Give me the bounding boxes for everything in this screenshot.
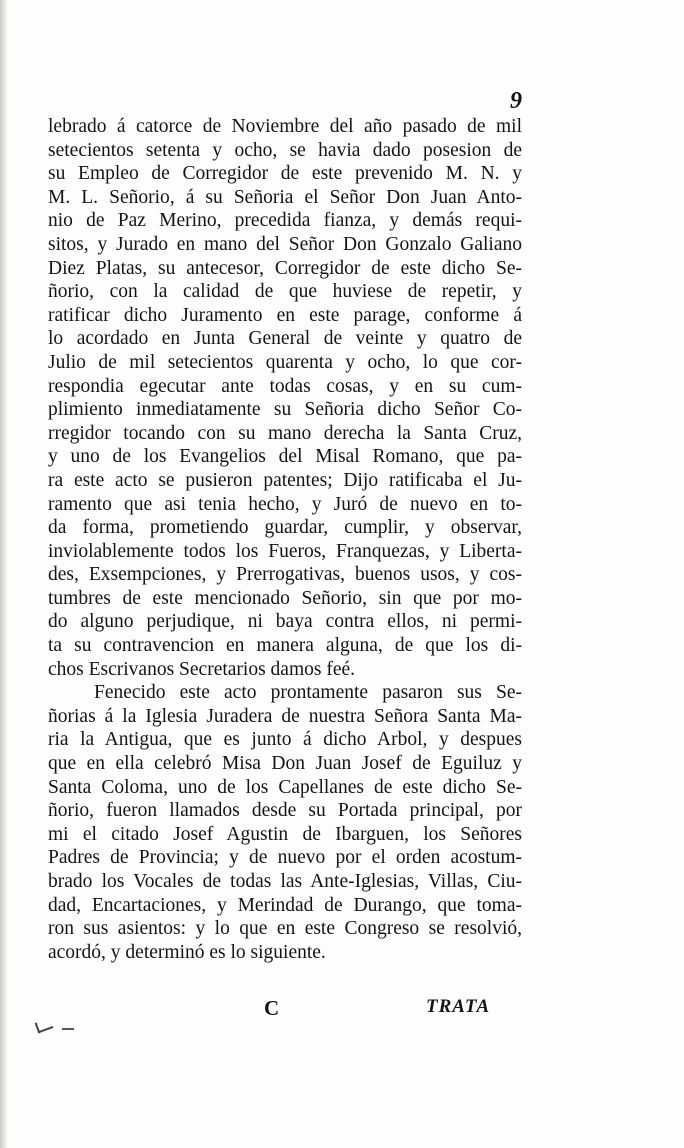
paragraph-1 — [48, 115, 522, 681]
printer-dash — [62, 1028, 74, 1030]
text-line: inviolablemente todos los Fueros, Franquezas, y Liberta- — [48, 540, 522, 562]
text-line: y uno de los Evangelios del Misal Romano, que pa- — [48, 446, 522, 468]
text-line: nio de Paz Merino, precedida fianza, y demás requi- — [48, 210, 522, 232]
text-line: que en ella celebró Misa Don Juan Josef de Eguiluz y — [48, 753, 522, 775]
text-line: da forma, prometiendo guardar, cumplir, y observar, — [48, 517, 522, 539]
text-line: ramento que asi tenia hecho, y Juró de nuevo en to- — [48, 493, 522, 515]
text-line: dad, Encartaciones, y Merindad de Durango, que toma- — [48, 894, 522, 916]
text-line: ratificar dicho Juramento en este parage, conforme á — [48, 304, 522, 326]
signature-mark: C — [264, 996, 280, 1020]
text-line: respondia egecutar ante todas cosas, y en su cum- — [48, 375, 522, 397]
text-line: plimiento inmediatamente su Señoria dicho Señor Co- — [48, 399, 522, 421]
text-line: sitos, y Jurado en mano del Señor Don Gonzalo Galiano — [48, 233, 522, 255]
catchword: TRATA — [426, 996, 491, 1017]
text-line: rregidor tocando con su mano derecha la Santa Cruz, — [48, 422, 522, 444]
page-number: 9 — [510, 88, 522, 114]
text-line: ria la Antigua, que es junto á dicho Arbol, y despues — [48, 729, 522, 751]
text-line: tumbres de este mencionado Señorio, sin que por mo- — [48, 587, 522, 609]
text-line: setecientos setenta y ocho, se havia dado posesion de — [48, 139, 522, 161]
text-line: des, Exsempciones, y Prerrogativas, buenos usos, y cos- — [48, 564, 522, 586]
printer-ornament-icon — [35, 1018, 54, 1034]
text-line: ñorio, con la calidad de que huviese de repetir, y — [48, 281, 522, 303]
text-line: ta su contravencion en manera alguna, de que los di- — [48, 635, 522, 657]
text-line: ñorio, fueron llamados desde su Portada principal, por — [48, 800, 522, 822]
text-line: su Empleo de Corregidor de este prevenido M. N. y — [48, 163, 522, 185]
text-line: ñorias á la Iglesia Juradera de nuestra Señora Santa Ma- — [48, 705, 522, 727]
text-line: lo acordado en Junta General de veinte y quatro de — [48, 328, 522, 350]
text-line: ron sus asientos: y lo que en este Congreso se resolvió, — [48, 918, 522, 940]
text-line: ra este acto se pusieron patentes; Dijo ratificaba el Ju- — [48, 469, 522, 491]
text-line: brado los Vocales de todas las Ante-Iglesias, Villas, Ciu- — [48, 871, 522, 892]
text-line: M. L. Señorio, á su Señoria el Señor Don Juan Anto- — [48, 186, 522, 208]
text-line: Padres de Provincia; y de nuevo por el orden acostum- — [48, 847, 522, 869]
paragraph-2 — [48, 681, 522, 964]
body-text — [48, 115, 522, 964]
text-line: lebrado á catorce de Noviembre del año pasado de mil — [48, 116, 522, 137]
text-line: acordó, y determinó es lo siguiente. — [48, 941, 326, 963]
page-edge-shadow — [0, 0, 8, 1148]
text-line: Diez Platas, su antecesor, Corregidor de este dicho Se- — [48, 257, 522, 279]
text-line: chos Escrivanos Secretarios damos feé. — [48, 658, 356, 680]
text-line: do alguno perjudique, ni baya contra ellos, ni permi- — [48, 611, 522, 633]
text-line: Santa Coloma, uno de los Capellanes de este dicho Se- — [48, 776, 522, 798]
text-line: Julio de mil setecientos quarenta y ocho, lo que cor- — [48, 351, 522, 373]
text-line: mi el citado Josef Agustin de Ibarguen, los Señores — [48, 823, 522, 845]
text-line: Fenecido este acto prontamente pasaron sus Se- — [94, 682, 522, 704]
